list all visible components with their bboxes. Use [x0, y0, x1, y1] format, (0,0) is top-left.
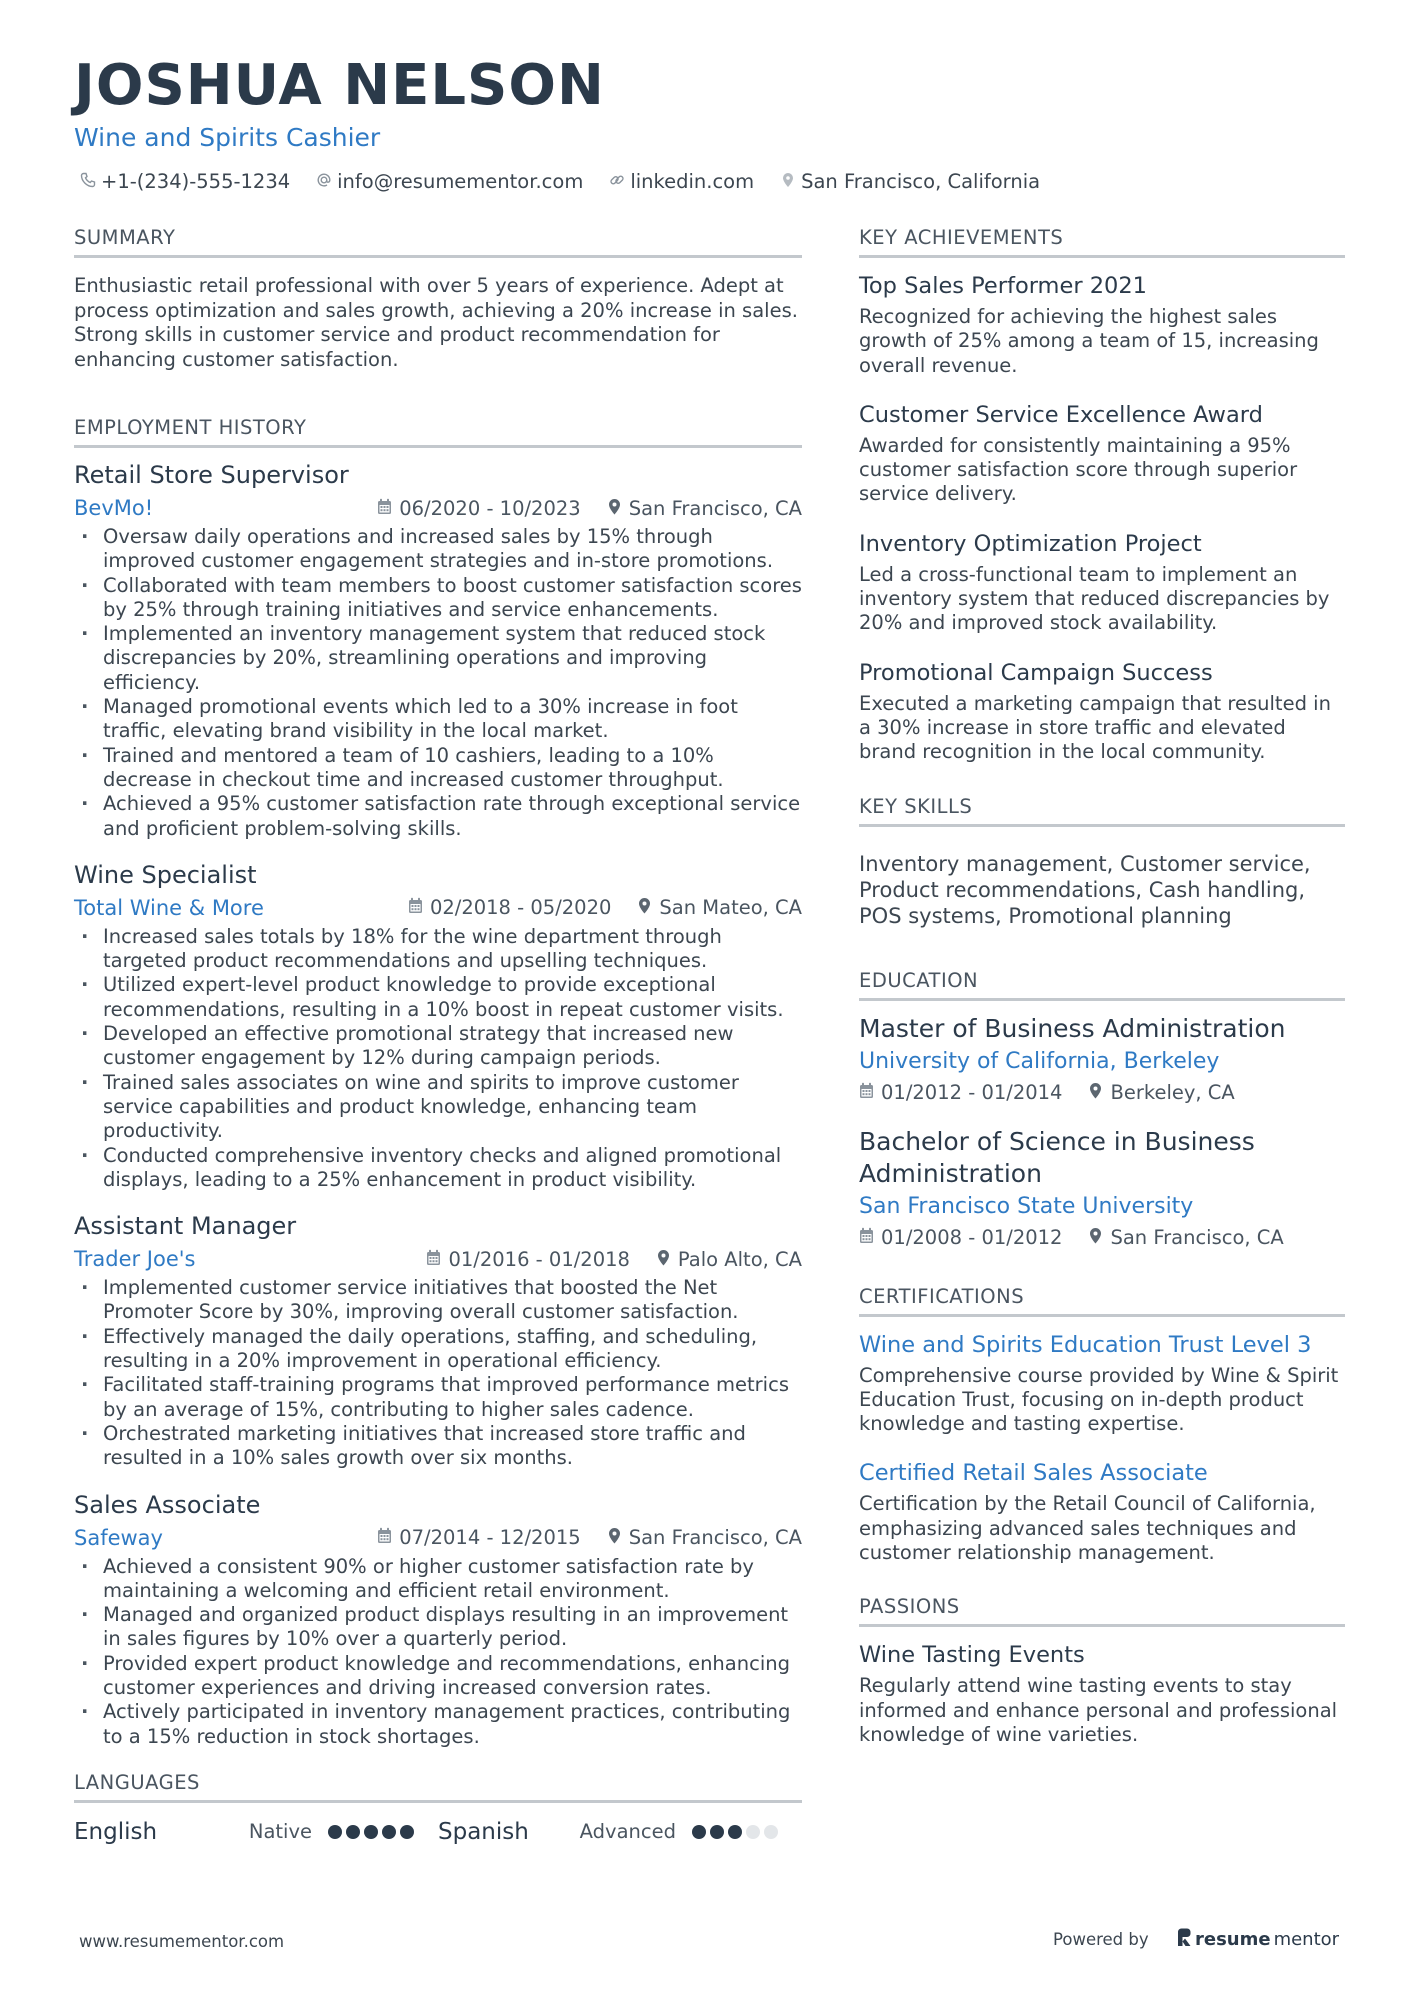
job-role: Sales Associate: [74, 1490, 261, 1519]
job-location: [607, 497, 802, 520]
passion-item: [859, 1641, 1345, 1747]
calendar-icon: [377, 1526, 392, 1549]
summary-heading: SUMMARY: [74, 226, 802, 258]
education-school: San Francisco State University: [859, 1193, 1194, 1219]
achievement-description: Awarded for consistently maintaining a 95% customer satisfaction score through superior service delivery.: [859, 433, 1298, 506]
passion-list: [859, 1641, 1345, 1747]
job-bullet: · Trained and mentored a team of 10 cashiers, leading to a 10% decrease in checkout time and increased customer throughput.: [74, 744, 802, 793]
job-meta: [74, 495, 802, 521]
education-meta: [859, 1226, 1345, 1249]
education-item: [859, 1126, 1345, 1249]
rating-dot: [692, 1825, 706, 1839]
language-level: Native: [248, 1820, 312, 1844]
achievement-item: [859, 401, 1345, 507]
passion-description: Regularly attend wine tasting events to stay informed and enhance personal and professional knowledge of wine varieties.: [859, 1674, 1338, 1746]
location-pin-icon: [656, 1248, 671, 1271]
contact-linkedin[interactable]: [609, 170, 754, 193]
education-dates: [859, 1226, 1062, 1249]
candidate-title: Wine and Spirits Cashier: [74, 123, 381, 152]
job-location-text: San Mateo, CA: [659, 896, 802, 920]
education-degree: Master of Business Administration: [859, 1013, 1286, 1043]
language-name: Spanish: [438, 1818, 529, 1845]
job-bullet: · Trained sales associates on wine and spirits to improve customer service capabilities and product knowledge, enhancing team productivity.: [74, 1071, 802, 1144]
job-bullets: [74, 525, 802, 841]
job-bullets: [74, 1555, 802, 1749]
certification-title: Certified Retail Sales Associate: [859, 1460, 1208, 1487]
certifications-section: [859, 1285, 1345, 1566]
achievements-heading: KEY ACHIEVEMENTS: [859, 226, 1345, 258]
achievement-item: [859, 530, 1345, 636]
language-rating: [692, 1825, 778, 1839]
achievement-title: Promotional Campaign Success: [859, 659, 1213, 686]
language-item: [438, 1819, 802, 1845]
skills-section: [859, 795, 1345, 929]
job-location-text: San Francisco, CA: [628, 1526, 802, 1549]
calendar-icon: [408, 896, 423, 919]
job-dates: [408, 896, 611, 919]
job-bullet: · Implemented customer service initiatives that boosted the Net Promoter Score by 30%, improving overall customer satisfaction.: [74, 1276, 802, 1325]
job-bullets: [74, 925, 802, 1192]
employment-heading: EMPLOYMENT HISTORY: [74, 416, 802, 448]
skills-text: Inventory management, Customer service, Product recommendations, Cash handling, POS systems, Promotional planning: [859, 851, 1311, 928]
job-bullet: · Conducted comprehensive inventory checks and aligned promotional displays, leading to a 25% enhancement in product visibility.: [74, 1144, 802, 1193]
job-role: Retail Store Supervisor: [74, 461, 349, 489]
job-entry: [74, 860, 802, 1192]
job-bullet: · Effectively managed the daily operations, staffing, and scheduling, resulting in a 20% improvement in operational efficiency.: [74, 1325, 802, 1374]
languages-heading: LANGUAGES: [74, 1771, 802, 1803]
education-school: University of California, Berkeley: [859, 1048, 1220, 1074]
at-icon: [316, 170, 332, 193]
job-location-text: Palo Alto, CA: [677, 1247, 802, 1271]
job-bullet: · Developed an effective promotional strategy that increased new customer engagement by 12% during campaign periods.: [74, 1022, 802, 1071]
rating-dot: [346, 1825, 360, 1839]
education-heading: EDUCATION: [859, 969, 1345, 1001]
job-company: Trader Joe's: [74, 1247, 196, 1272]
job-dates: [377, 1526, 580, 1549]
passions-heading: PASSIONS: [859, 1595, 1345, 1627]
summary-section: [74, 226, 802, 372]
location-pin-icon: [637, 896, 652, 919]
certification-list: [859, 1331, 1345, 1566]
achievement-description: Led a cross-functional team to implement an inventory system that reduced discrepancies by 20% and improved stock availability.: [859, 562, 1330, 635]
passion-title: Wine Tasting Events: [859, 1642, 1085, 1669]
job-location: [637, 896, 802, 919]
calendar-icon: [377, 497, 392, 520]
job-bullet: · Achieved a 95% customer satisfaction rate through exceptional service and proficient problem-solving skills.: [74, 792, 802, 841]
education-item: [859, 1013, 1345, 1104]
job-list: [74, 460, 802, 1749]
left-column: [74, 226, 802, 1893]
job-bullet: · Actively participated in inventory management practices, contributing to a 15% reduction in stock shortages.: [74, 1700, 802, 1749]
job-company: BevMo!: [74, 496, 154, 520]
education-location-text: San Francisco, CA: [1110, 1225, 1284, 1249]
rating-dot: [764, 1825, 778, 1839]
rating-dot: [382, 1825, 396, 1839]
job-meta: [74, 1525, 802, 1551]
powered-by-label: Powered by: [1053, 1930, 1149, 1949]
rating-dot: [364, 1825, 378, 1839]
job-bullet: · Collaborated with team members to boost customer satisfaction scores by 25% through training initiatives and service enhancements.: [74, 574, 802, 623]
education-dates-text: 01/2012 - 01/2014: [881, 1080, 1063, 1104]
job-entry: [74, 1211, 802, 1470]
education-section: [859, 969, 1345, 1249]
job-meta: [74, 895, 802, 921]
job-dates-text: 02/2018 - 05/2020: [429, 896, 612, 920]
certification-title: Wine and Spirits Education Trust Level 3: [859, 1331, 1312, 1358]
footer-url[interactable]: www.resumementor.com: [79, 1932, 285, 1951]
calendar-icon: [859, 1226, 874, 1249]
education-dates-text: 01/2008 - 01/2012: [881, 1225, 1063, 1249]
job-entry: [74, 1490, 802, 1749]
job-bullet: · Utilized expert-level product knowledge to provide exceptional recommendations, resulting in a 10% boost in repeat customer visits.: [74, 973, 802, 1022]
employment-section: [74, 416, 802, 1749]
language-list: [74, 1815, 802, 1849]
location-pin-icon: [607, 497, 622, 520]
education-degree: Bachelor of Science in Business Administration: [859, 1126, 1255, 1188]
certification-description: Comprehensive course provided by Wine & Spirit Education Trust, focusing on in-depth product knowledge and tasting expertise.: [859, 1363, 1339, 1436]
link-icon: [609, 170, 625, 193]
certification-item: [859, 1331, 1345, 1437]
languages-section: [74, 1771, 802, 1849]
job-bullet: · Provided expert product knowledge and recommendations, enhancing customer experiences and driving increased conversion rates.: [74, 1652, 802, 1701]
job-bullet: · Orchestrated marketing initiatives that increased store traffic and resulted in a 10% sales growth over six months.: [74, 1422, 802, 1471]
location-text: San Francisco, California: [801, 170, 1041, 193]
achievement-list: [859, 272, 1345, 765]
job-company: Safeway: [74, 1525, 163, 1550]
contact-location: [780, 170, 1040, 193]
education-location-text: Berkeley, CA: [1110, 1080, 1235, 1104]
right-column: [859, 226, 1345, 1791]
email-text: info@resumementor.com: [337, 170, 584, 193]
summary-text: Enthusiastic retail professional with over 5 years of experience. Adept at process optimization and sales growth, achieving a 20% increase in sales. Strong skills in customer service and product recommendation for enhancing customer satisfaction.: [74, 274, 798, 371]
phone-icon: [80, 170, 96, 193]
job-dates-text: 01/2016 - 01/2018: [448, 1247, 630, 1271]
job-entry: [74, 460, 802, 841]
achievement-title: Top Sales Performer 2021: [859, 273, 1147, 299]
phone-text: +1-(234)-555-1234: [101, 170, 291, 193]
job-meta: [74, 1246, 802, 1272]
job-dates: [377, 497, 580, 520]
achievement-title: Inventory Optimization Project: [859, 530, 1202, 557]
contact-email[interactable]: [316, 170, 583, 193]
job-location: [607, 1526, 802, 1549]
location-pin-icon: [1088, 1226, 1103, 1249]
passions-section: [859, 1595, 1345, 1747]
contact-phone[interactable]: [80, 170, 290, 193]
achievement-title: Customer Service Excellence Award: [859, 401, 1263, 428]
job-company: Total Wine & More: [74, 895, 264, 920]
candidate-name: JOSHUA NELSON: [74, 53, 605, 118]
job-location: [656, 1248, 802, 1271]
education-dates: [859, 1081, 1062, 1104]
certifications-heading: CERTIFICATIONS: [859, 1285, 1345, 1317]
rating-dot: [400, 1825, 414, 1839]
contact-bar: [80, 170, 1040, 193]
job-bullet: · Facilitated staff-training programs that improved performance metrics by an average of 15%, contributing to higher sales cadence.: [74, 1373, 802, 1422]
achievement-item: [859, 272, 1345, 378]
education-meta: [859, 1081, 1345, 1104]
brand-logo[interactable]: [1176, 1927, 1339, 1952]
language-rating: [328, 1825, 414, 1839]
skills-heading: KEY SKILLS: [859, 795, 1345, 827]
rating-dot: [710, 1825, 724, 1839]
brand-bold-text: resume: [1195, 1929, 1271, 1950]
rating-dot: [746, 1825, 760, 1839]
language-item: [74, 1819, 438, 1845]
job-bullet: · Oversaw daily operations and increased sales by 15% through improved customer engagement strategies and in-store promotions.: [74, 525, 802, 574]
job-role: Wine Specialist: [74, 860, 257, 889]
language-level: Advanced: [579, 1820, 676, 1844]
job-bullet: · Managed promotional events which led to a 30% increase in foot traffic, elevating brand visibility in the local market.: [74, 695, 802, 744]
job-dates-text: 07/2014 - 12/2015: [399, 1526, 581, 1549]
certification-description: Certification by the Retail Council of California, emphasizing advanced sales techniques and customer relationship management.: [859, 1492, 1316, 1565]
job-location-text: San Francisco, CA: [628, 496, 802, 520]
education-location: [1088, 1226, 1283, 1249]
brand-mark-icon: [1176, 1927, 1192, 1952]
job-bullets: [74, 1276, 802, 1470]
achievements-section: [859, 226, 1345, 765]
linkedin-text: linkedin.com: [630, 170, 755, 193]
rating-dot: [328, 1825, 342, 1839]
certification-item: [859, 1459, 1345, 1565]
achievement-description: Recognized for achieving the highest sales growth of 25% among a team of 15, increasing overall revenue.: [859, 305, 1319, 377]
job-bullet: · Increased sales totals by 18% for the wine department through targeted product recommendations and upselling techniques.: [74, 925, 802, 974]
job-dates: [426, 1248, 629, 1271]
achievement-item: [859, 659, 1345, 765]
education-location: [1088, 1081, 1234, 1104]
job-role: Assistant Manager: [74, 1212, 297, 1241]
rating-dot: [728, 1825, 742, 1839]
location-pin-icon: [780, 170, 796, 193]
brand-rest-text: mentor: [1273, 1929, 1340, 1950]
calendar-icon: [426, 1248, 441, 1271]
calendar-icon: [859, 1081, 874, 1104]
education-list: [859, 1013, 1345, 1249]
language-name: English: [74, 1818, 158, 1845]
location-pin-icon: [1088, 1081, 1103, 1104]
location-pin-icon: [607, 1526, 622, 1549]
job-dates-text: 06/2020 - 10/2023: [399, 496, 581, 520]
job-bullet: · Managed and organized product displays resulting in an improvement in sales figures by 10% over a quarterly period.: [74, 1603, 802, 1652]
job-bullet: · Implemented an inventory management system that reduced stock discrepancies by 20%, streamlining operations and improving efficiency.: [74, 622, 802, 695]
job-bullet: · Achieved a consistent 90% or higher customer satisfaction rate by maintaining a welcoming and efficient retail environment.: [74, 1555, 802, 1604]
achievement-description: Executed a marketing campaign that resulted in a 30% increase in store traffic and elevated brand recognition in the local community.: [859, 691, 1331, 764]
